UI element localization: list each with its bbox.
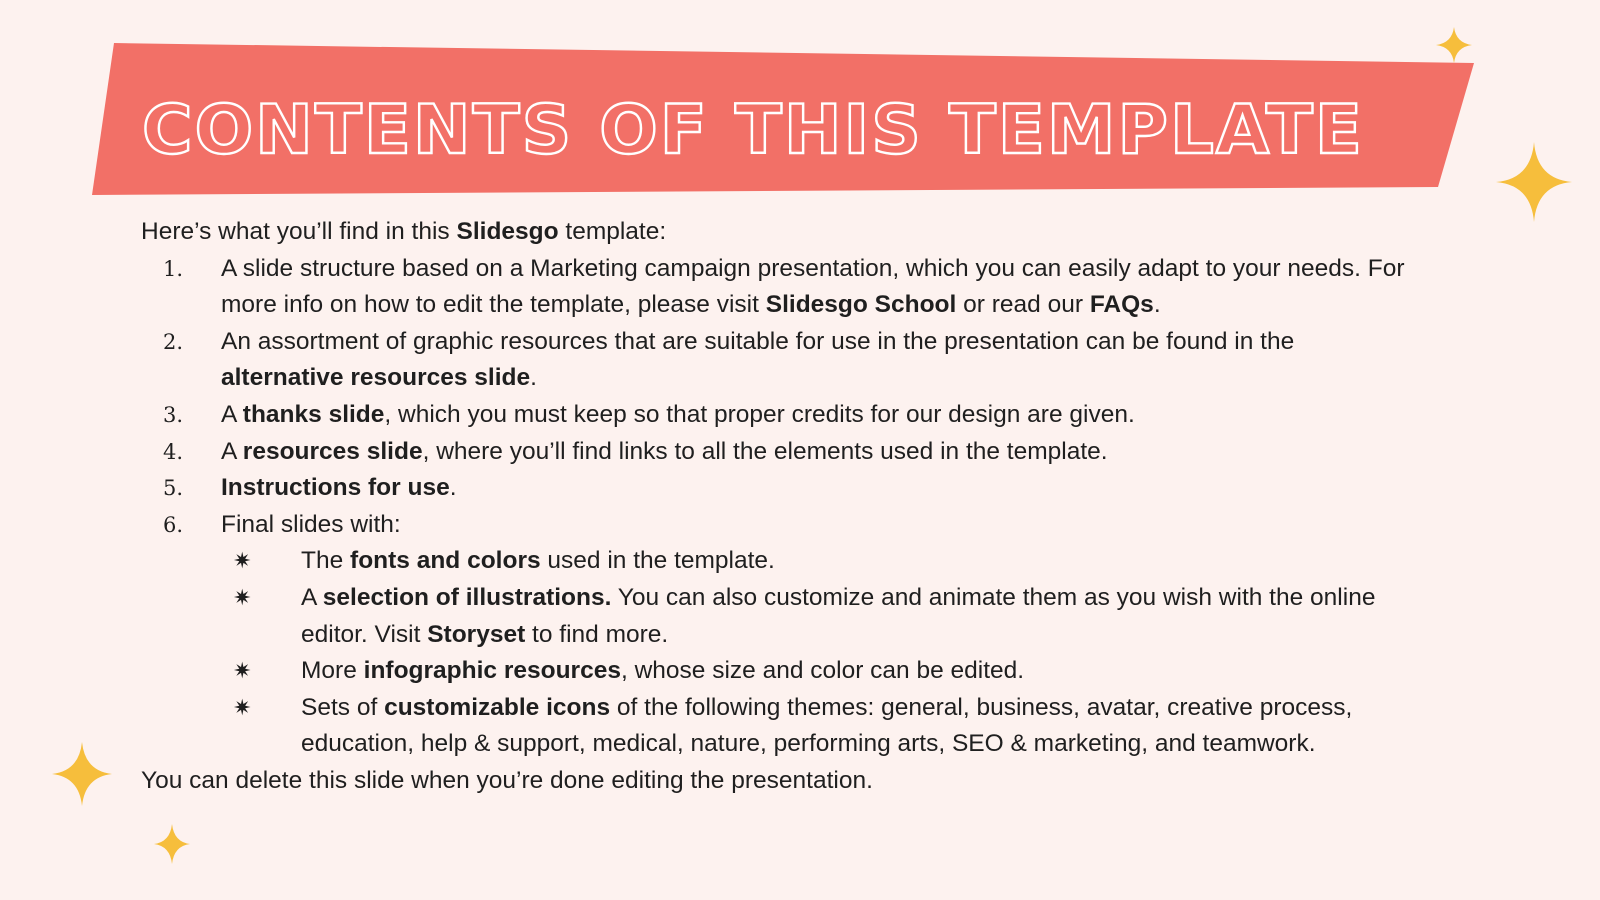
list-number: 6.: [163, 512, 184, 537]
list-item: 1. A slide structure based on a Marketing campaign presentation, which you can easily adapt to your needs. For more info on how to edit the template, please visit Slidesgo School or read our FAQs.: [141, 251, 1471, 324]
list-item: 6. Final slides with:: [141, 507, 1471, 544]
slide-body: [141, 214, 1471, 800]
contents-list: [141, 251, 1471, 544]
footer-note: You can delete this slide when you’re done editing the presentation.: [141, 766, 873, 794]
asterisk-bullet-icon: ✷: [233, 694, 252, 720]
sub-list-item: ✷ The fonts and colors used in the template.: [141, 543, 1471, 580]
list-item: 5. Instructions for use.: [141, 470, 1471, 507]
list-number: 3.: [163, 402, 184, 427]
final-slides-list: [141, 543, 1471, 763]
sub-list-item: ✷ A selection of illustrations. You can also customize and animate them as you wish with the online editor. Visit Storyset to find more.: [141, 580, 1471, 653]
list-number: 4.: [163, 439, 184, 464]
title-banner: [92, 43, 1474, 195]
list-item: 2. An assortment of graphic resources that are suitable for use in the presentation can be found in the alternative resources slide.: [141, 324, 1471, 397]
banner-shape: [92, 43, 1474, 195]
asterisk-bullet-icon: ✷: [233, 658, 252, 684]
brand-name: Slidesgo: [456, 218, 559, 245]
list-item: 3. A thanks slide, which you must keep so that proper credits for our design are given.: [141, 397, 1471, 434]
list-number: 5.: [163, 476, 184, 501]
sparkle-icon: [52, 742, 112, 806]
list-number: 2.: [163, 329, 184, 354]
list-item: 4. A resources slide, where you’ll find links to all the elements used in the template.: [141, 434, 1471, 471]
asterisk-bullet-icon: ✷: [233, 548, 252, 574]
sub-list-item: ✷ More infographic resources, whose size and color can be edited.: [141, 653, 1471, 690]
asterisk-bullet-icon: ✷: [233, 584, 252, 610]
slidesgo-school-link[interactable]: Slidesgo School: [765, 291, 957, 319]
list-number: 1.: [163, 256, 184, 281]
sparkle-icon: [1494, 142, 1574, 222]
sparkle-icon: [1434, 25, 1474, 65]
intro-text: Here’s what you’ll find in this Slidesgo template:: [141, 218, 667, 245]
page-title-outline: CONTENTS OF THIS TEMPLATE: [142, 91, 1364, 170]
sparkle-icon: [154, 824, 190, 864]
faqs-link[interactable]: FAQs: [1089, 291, 1154, 319]
sub-list-item: ✷ Sets of customizable icons of the following themes: general, business, avatar, creative process, education, help & support, medical, nature, performing arts, SEO & marketing, and teamwork.: [141, 690, 1471, 763]
storyset-link[interactable]: Storyset: [427, 620, 526, 648]
